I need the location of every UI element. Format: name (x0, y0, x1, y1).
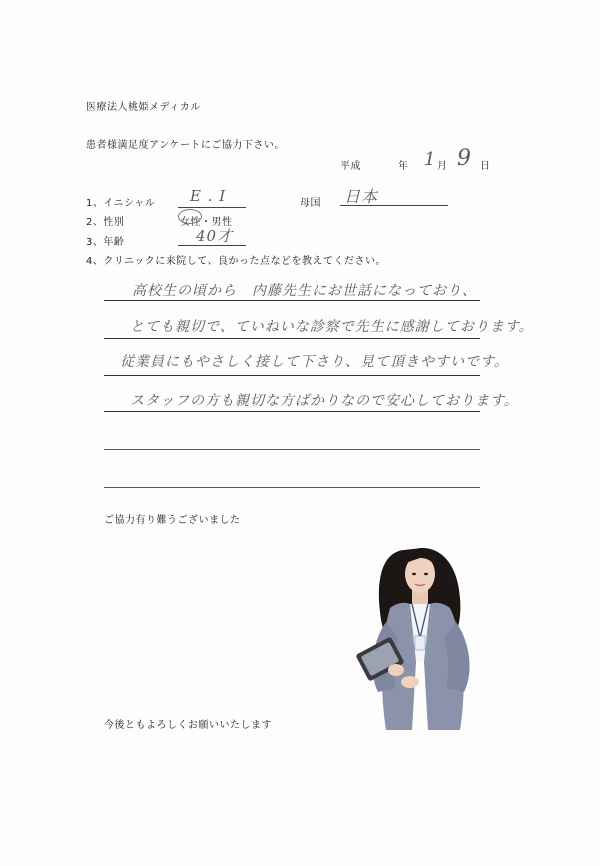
answer-rule-6 (104, 487, 480, 488)
age-value: 40才 (196, 227, 234, 245)
date-month-label: 月 (437, 161, 448, 172)
org-name: 医療法人桃姫メディカル (86, 102, 201, 113)
country-underline (340, 205, 448, 206)
initials-underline (178, 207, 246, 208)
gender-selection-circle (178, 209, 202, 224)
initials-label: 1、イニシャル (86, 198, 156, 209)
country-value: 日本 (344, 187, 379, 206)
age-underline (178, 245, 246, 246)
answer-rule-2 (104, 338, 480, 339)
answer-line-2: とても親切で、ていねいな診察で先生に感謝しております。 (130, 319, 534, 335)
answer-line-3: 従業員にもやさしく接して下さり、見て頂きやすいです。 (120, 354, 509, 370)
gender-label: 2、性別 (86, 217, 125, 228)
survey-title: 患者様満足度アンケートにご協力下さい。 (86, 140, 285, 151)
initials-value: E . I (190, 187, 227, 205)
regards-text: 今後ともよろしくお願いいたします (104, 720, 272, 731)
answer-rule-5 (104, 449, 480, 450)
answer-line-1: 高校生の頃から 内藤先生にお世話になっており、 (132, 283, 477, 299)
country-label: 母国 (300, 198, 321, 209)
thanks-text: ご協力有り難うございました (104, 515, 241, 526)
date-day-value: 9 (457, 146, 472, 171)
answer-rule-4 (104, 411, 480, 412)
gender-options: 女性・男性 (180, 217, 233, 228)
age-label: 3、年齢 (86, 237, 125, 248)
date-era: 平成 (340, 161, 361, 172)
answer-rule-1 (104, 300, 480, 301)
date-year-label: 年 (398, 161, 409, 172)
answer-rule-3 (104, 375, 480, 376)
date-month-value: 1 (424, 149, 437, 170)
answer-line-4: スタッフの方も親切な方ばかりなので安心しております。 (130, 393, 519, 409)
staff-photo (352, 542, 490, 730)
date-day-label: 日 (480, 161, 491, 172)
question-label: 4、クリニックに来院して、良かった点などを教えてください。 (86, 256, 387, 267)
